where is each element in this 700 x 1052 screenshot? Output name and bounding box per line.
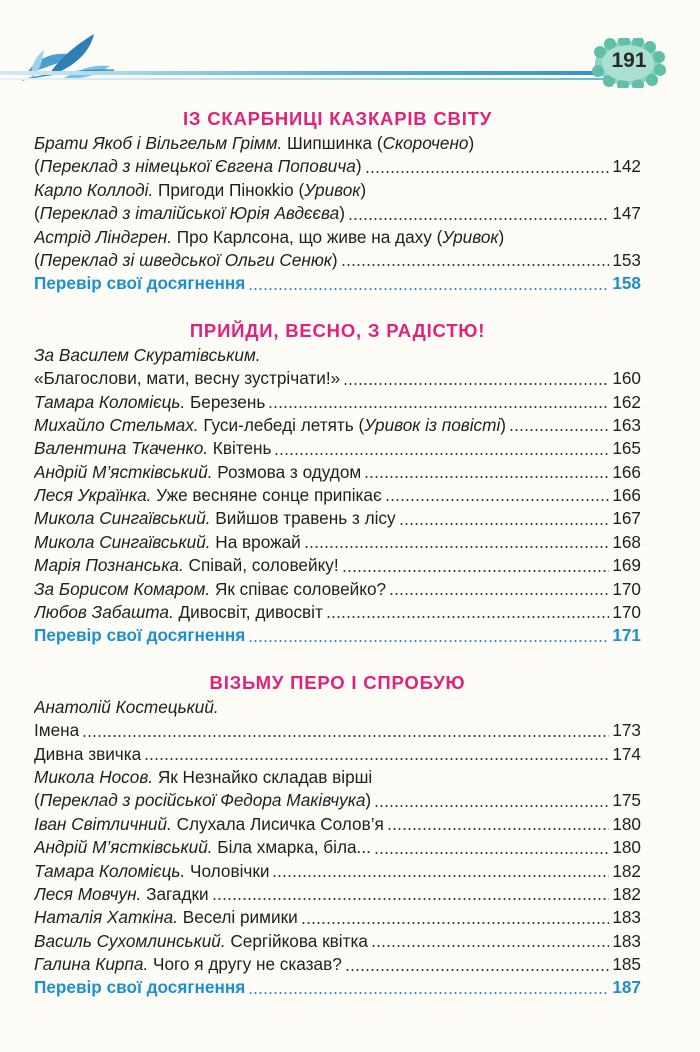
toc-entry	[34, 860, 641, 883]
entry-page-number: 187	[612, 977, 641, 998]
dot-leader	[343, 383, 609, 385]
entry-title: Шипшинка (	[282, 132, 383, 153]
dot-leader	[364, 476, 609, 478]
dot-leader	[509, 429, 609, 431]
entry-text	[34, 624, 245, 647]
entry-title: Імена	[34, 720, 80, 741]
entry-title-end: )	[468, 132, 475, 153]
entry-text	[34, 179, 366, 202]
entry-title-end: )	[365, 790, 372, 811]
header-rule	[0, 71, 610, 75]
toc-section	[34, 106, 641, 296]
dot-leader	[389, 593, 609, 595]
entry-page-number: 180	[612, 837, 641, 858]
dot-leader	[301, 922, 610, 924]
entry-text	[34, 813, 384, 836]
entry-page-number: 183	[612, 907, 641, 928]
entry-text	[34, 344, 261, 367]
entry-author: Іван Світличний.	[34, 813, 172, 834]
entry-text	[34, 766, 372, 789]
dot-leader	[248, 288, 609, 290]
entry-note: Уривок	[304, 179, 361, 200]
entry-text	[34, 484, 382, 507]
entry-text	[34, 414, 506, 437]
entry-author: За Борисом Комаром.	[34, 578, 211, 599]
toc-entry	[34, 531, 641, 554]
toc-entry	[34, 789, 641, 812]
toc-entry	[34, 696, 641, 719]
entry-author: Василь Сухомлинський.	[34, 930, 226, 951]
entry-title: Квітень	[208, 438, 272, 459]
entry-title: Дивна звичка	[34, 743, 142, 764]
entry-page-number: 183	[612, 930, 641, 951]
entry-note: Уривок із повісті	[364, 414, 501, 435]
toc-entry	[34, 719, 641, 742]
entry-author: Микола Сингаївський.	[34, 508, 211, 529]
achievements-check-entry	[34, 977, 641, 1000]
toc-entry	[34, 344, 641, 367]
entry-title: (	[34, 790, 40, 811]
entry-author: Андрій М’ястківський.	[34, 837, 213, 858]
entry-page-number: 169	[612, 555, 641, 576]
toc-entry	[34, 554, 641, 577]
entry-text	[34, 719, 79, 742]
entry-page-number: 162	[612, 391, 641, 412]
entry-title: Чого я другу не сказав?	[148, 954, 342, 975]
entry-page-number: 167	[612, 508, 641, 529]
dot-leader	[272, 875, 609, 877]
entry-text	[34, 226, 504, 249]
toc-entry	[34, 484, 641, 507]
entry-text	[34, 507, 396, 530]
dot-leader	[374, 852, 609, 854]
entry-author: Астрід Ліндгрен.	[34, 226, 173, 247]
entry-text	[34, 578, 386, 601]
entry-title-end: )	[500, 414, 507, 435]
dot-leader	[365, 171, 610, 173]
entry-page-number: 185	[612, 954, 641, 975]
entry-author: Галина Кирпа.	[34, 954, 149, 975]
entry-page-number: 165	[612, 438, 641, 459]
entry-text	[34, 554, 339, 577]
entry-author: Микола Носов.	[34, 766, 154, 787]
entry-text	[34, 272, 245, 295]
entry-page-number: 170	[612, 602, 641, 623]
entry-author: Любов Забашта.	[34, 602, 174, 623]
entry-title: На врожай	[210, 531, 301, 552]
toc-entry	[34, 461, 641, 484]
toc-entry	[34, 601, 641, 624]
entry-page-number: 153	[612, 249, 641, 270]
entry-title: Перевір свої досягнення	[34, 977, 246, 998]
entry-text	[34, 132, 474, 155]
entry-page-number: 175	[612, 790, 641, 811]
section-title: ПРИЙДИ, ВЕСНО, З РАДІСТЮ!	[189, 319, 486, 341]
toc-entry	[34, 391, 641, 414]
table-of-contents	[34, 100, 641, 1000]
toc-section	[34, 670, 641, 1000]
entry-page-number: 182	[612, 883, 641, 904]
leaf-logo-icon	[18, 26, 118, 86]
dot-leader	[371, 945, 609, 947]
entry-text	[34, 461, 361, 484]
entry-text	[34, 789, 371, 812]
page-header	[0, 0, 700, 110]
toc-entry	[34, 507, 641, 530]
entry-author: Марія Познанська.	[34, 555, 184, 576]
achievements-check-entry	[34, 624, 641, 647]
entry-author: Михайло Стельмах.	[34, 414, 199, 435]
entry-text	[34, 391, 265, 414]
entry-author: Брати Якоб і Вільгельм Грімм.	[34, 132, 283, 153]
dot-leader	[248, 992, 609, 994]
entry-page-number: 147	[612, 203, 641, 224]
entry-note: Скорочено	[382, 132, 469, 153]
entry-author: Анатолій Костецький.	[34, 696, 219, 717]
entry-author: Тамара Коломієць.	[34, 391, 186, 412]
entry-title: Співай, соловейку!	[183, 555, 339, 576]
entry-title-end: )	[339, 203, 345, 224]
entry-text	[34, 953, 342, 976]
entry-author: Наталія Хаткіна.	[34, 907, 178, 928]
dot-leader	[326, 616, 609, 618]
entry-text	[34, 202, 345, 225]
dot-leader	[248, 640, 609, 642]
entry-author: За Василем Скуратівським.	[34, 344, 261, 365]
toc-entry	[34, 132, 641, 155]
toc-entry	[34, 813, 641, 836]
toc-entry	[34, 953, 641, 976]
entry-title-end: )	[360, 179, 367, 200]
toc-entry	[34, 743, 641, 766]
dot-leader	[82, 735, 609, 737]
dot-leader	[345, 969, 610, 971]
entry-text	[34, 155, 362, 178]
section-title: ВІЗЬМУ ПЕРО І СПРОБУЮ	[209, 671, 466, 693]
page-number: 191	[611, 49, 647, 72]
entry-text	[34, 743, 141, 766]
entry-page-number: 166	[612, 461, 641, 482]
toc-entry	[34, 437, 641, 460]
entry-note: Переклад з німецької Євгена Поповича	[39, 156, 356, 177]
dot-leader	[274, 453, 609, 455]
entry-text	[34, 531, 301, 554]
entry-title: Дивосвіт, дивосвіт	[173, 602, 323, 623]
toc-entry	[34, 226, 641, 249]
entry-page-number: 160	[612, 368, 641, 389]
header-rule-thin	[0, 78, 610, 80]
entry-title: Як співає соловейко?	[210, 578, 387, 599]
entry-title: Перевір свої досягнення	[34, 273, 246, 294]
entry-title: Загадки	[141, 883, 209, 904]
toc-entry	[34, 578, 641, 601]
entry-text	[34, 860, 269, 883]
entry-title: Пригоди Пінокkіо (	[153, 179, 305, 200]
entry-author: Валентина Ткаченко.	[34, 438, 209, 459]
entry-title: Про Карлсона, що живе на даху (	[172, 226, 443, 247]
entry-note: Переклад з російської Федора Маківчука	[39, 790, 366, 811]
entry-note: Переклад з італійської Юрія Авдєєва	[39, 203, 340, 224]
toc-section	[34, 318, 641, 648]
entry-title: Сергійкова квітка	[225, 930, 368, 951]
entry-title: Гуси-лебеді летять (	[198, 414, 365, 435]
entry-author: Микола Сингаївський.	[34, 531, 211, 552]
entry-author: Андрій М’ястківський.	[34, 461, 213, 482]
toc-entry	[34, 883, 641, 906]
entry-page-number: 168	[612, 531, 641, 552]
entry-title: Веселі римики	[178, 907, 298, 928]
dot-leader	[144, 758, 609, 760]
entry-title: Уже весняне сонце припікає	[151, 485, 382, 506]
entry-title-end: )	[355, 156, 362, 177]
entry-note: Уривок	[442, 226, 499, 247]
achievements-check-entry	[34, 272, 641, 295]
entry-text	[34, 883, 209, 906]
toc-entry	[34, 155, 641, 178]
entry-title: Перевір свої досягнення	[34, 625, 246, 646]
dot-leader	[341, 264, 610, 266]
entry-author: Тамара Коломієць.	[34, 860, 186, 881]
entry-page-number: 174	[612, 743, 641, 764]
toc-entry	[34, 414, 641, 437]
entry-author: Леся Українка.	[34, 485, 152, 506]
entry-text	[34, 976, 245, 999]
entry-author: Леся Мовчун.	[34, 883, 142, 904]
toc-entry	[34, 906, 641, 929]
entry-text	[34, 930, 368, 953]
entry-title: (	[34, 156, 40, 177]
toc-entry	[34, 930, 641, 953]
entry-page-number: 142	[612, 156, 641, 177]
entry-note: Переклад зі шведської Ольги Сенюк	[39, 249, 332, 270]
entry-page-number: 180	[612, 813, 641, 834]
dot-leader	[342, 570, 610, 572]
entry-page-number: 170	[612, 578, 641, 599]
toc-entry	[34, 202, 641, 225]
dot-leader	[212, 898, 610, 900]
entry-page-number: 166	[612, 485, 641, 506]
entry-title: Біла хмарка, біла...	[212, 837, 371, 858]
section-title: ІЗ СКАРБНИЦІ КАЗКАРІВ СВІТУ	[182, 108, 493, 129]
dot-leader	[374, 805, 609, 807]
entry-text	[34, 696, 219, 719]
entry-page-number: 182	[612, 860, 641, 881]
entry-page-number: 173	[612, 720, 641, 741]
toc-entry	[34, 766, 641, 789]
dot-leader	[399, 523, 610, 525]
entry-title: «Благослови, мати, весну зустрічати!»	[34, 368, 341, 389]
dot-leader	[268, 406, 609, 408]
toc-entry	[34, 836, 641, 859]
entry-text	[34, 367, 340, 390]
entry-title: Чоловічки	[185, 860, 270, 881]
entry-text	[34, 836, 371, 859]
entry-page-number: 158	[612, 273, 641, 294]
entry-page-number: 163	[612, 414, 641, 435]
entry-title-end: )	[331, 249, 338, 270]
dot-leader	[387, 828, 609, 830]
toc-entry	[34, 249, 641, 272]
entry-text	[34, 601, 323, 624]
entry-text	[34, 906, 298, 929]
entry-title: Як Незнайко складав вірші	[153, 766, 373, 787]
entry-title-end: )	[498, 226, 505, 247]
dot-leader	[385, 499, 610, 501]
entry-title: Вийшов травень з лісу	[210, 508, 396, 529]
entry-text	[34, 437, 271, 460]
toc-entry	[34, 367, 641, 390]
toc-entry	[34, 179, 641, 202]
dot-leader	[348, 218, 609, 220]
entry-text	[34, 249, 338, 272]
entry-title: Березень	[185, 391, 266, 412]
entry-title: Розмова з одудом	[212, 461, 362, 482]
entry-author: Карло Коллоді.	[34, 179, 154, 200]
entry-title: Слухала Лисичка Солов’я	[171, 813, 384, 834]
dot-leader	[304, 546, 610, 548]
entry-title: (	[34, 249, 40, 270]
entry-title: (	[34, 203, 40, 224]
entry-page-number: 171	[612, 625, 641, 646]
